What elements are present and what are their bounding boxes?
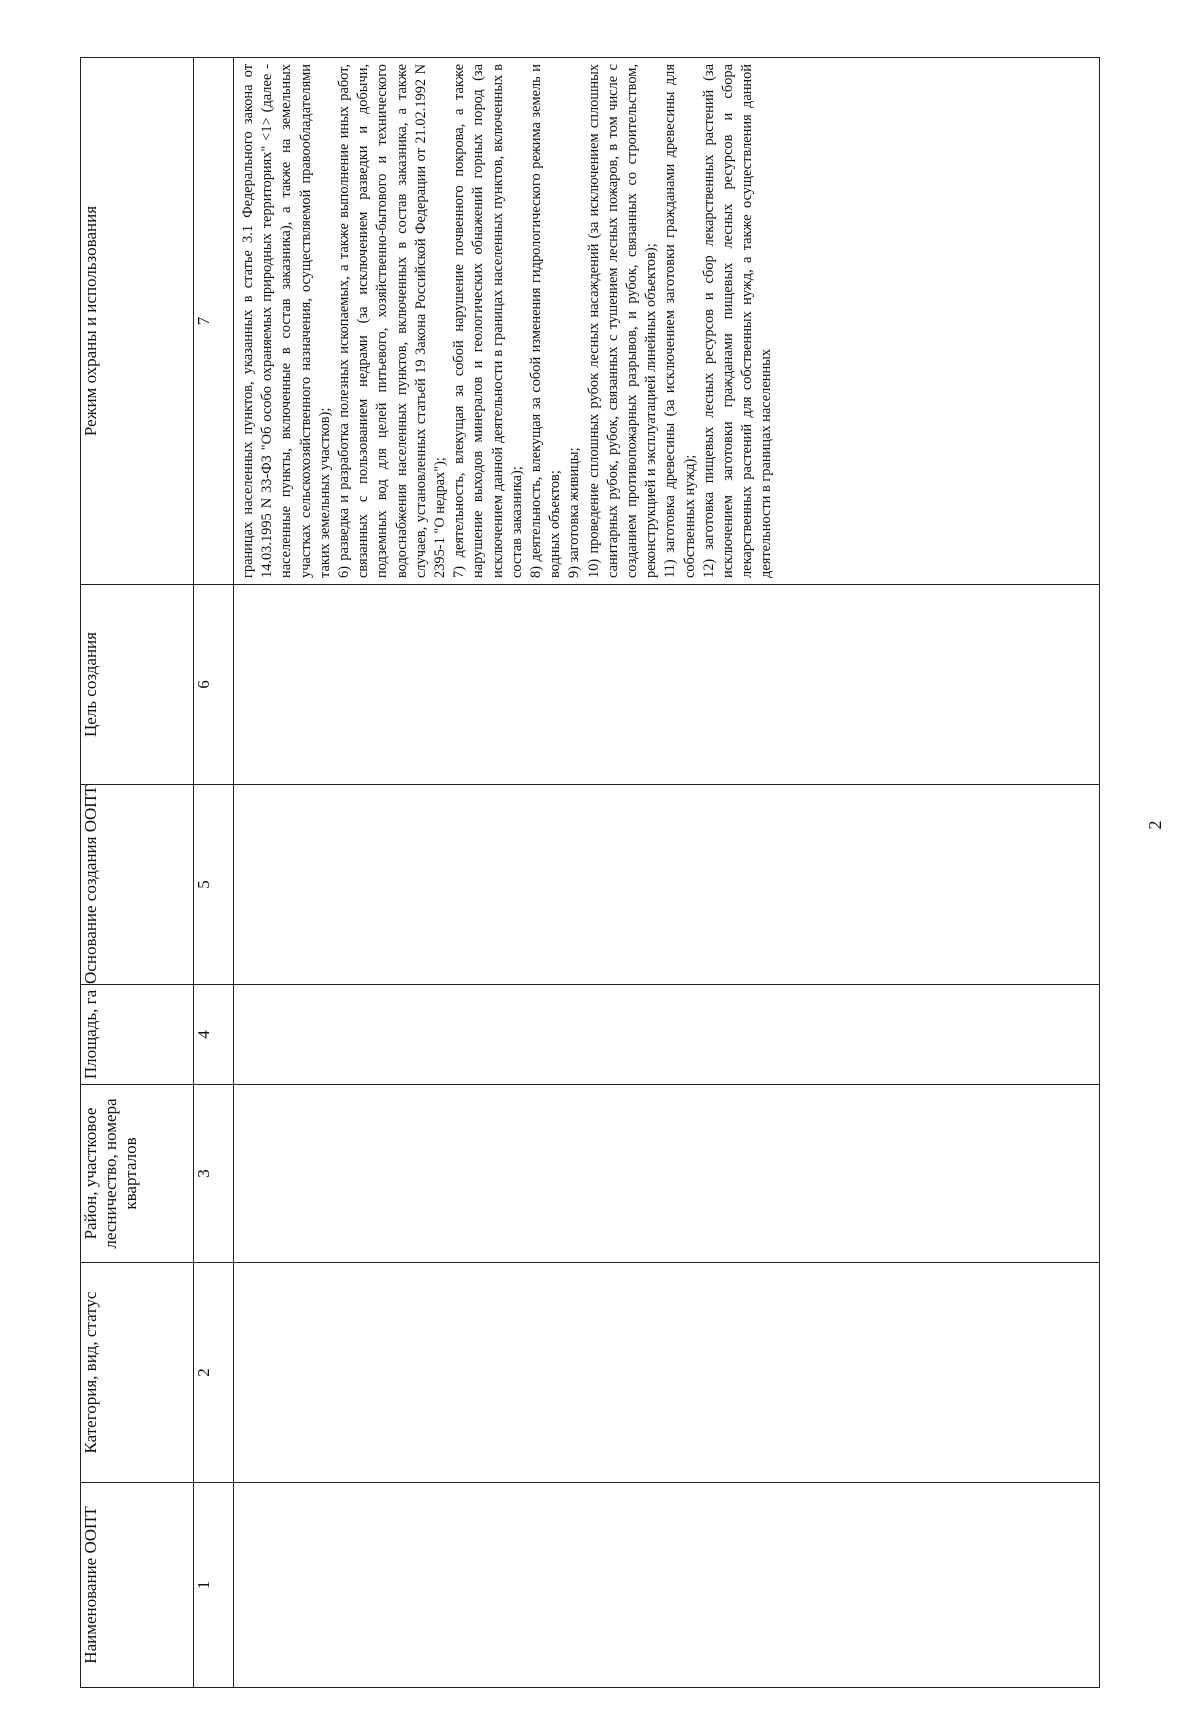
regime-paragraph: 7) деятельность, влекущая за собой нарушение почвенного покрова, а также нарушение выходов минералов и геологических обнажений горных пород (за исключением данной деятельности в границах населенных пунктов, включенных в состав заказника); bbox=[451, 64, 525, 578]
cell-purpose bbox=[234, 585, 1100, 785]
header-category: Категория, вид, статус bbox=[81, 1263, 194, 1483]
column-number-row bbox=[194, 58, 234, 1688]
header-area: Площадь, га bbox=[81, 985, 194, 1085]
column-number: 2 bbox=[194, 1263, 234, 1483]
regime-paragraph: 11) заготовка древесины (за исключением заготовки гражданами древесины для собственных нужд); bbox=[662, 64, 698, 578]
table-row bbox=[234, 58, 1100, 1688]
regime-paragraph: границах населенных пунктов, указанных в статье 3.1 Федерального закона от 14.03.1995 N 33-ФЗ "Об особо охраняемых природных территориях" <1> (далее - населенные пункты, включенные в состав заказника), а также на земельных участках сельскохозяйственного назначения, осуществляемой правообладателями таких земельных участков); bbox=[240, 64, 333, 578]
column-number: 3 bbox=[194, 1085, 234, 1263]
regime-paragraph: 6) разведка и разработка полезных ископаемых, а также выполнение иных работ, связанных с пользованием недрами (за исключением разведки и добычи, подземных вод для целей питьевого, хозяйственно-бытового и технического водоснабжения населенных пунктов, включенных в состав заказника, а также случаев, установленных статьей 19 Закона Российской Федерации от 21.02.1992 N 2395-1 "О недрах"); bbox=[336, 64, 449, 578]
cell-district bbox=[234, 1085, 1100, 1263]
column-number: 5 bbox=[194, 785, 234, 985]
regime-paragraph: 9) заготовка живицы; bbox=[566, 447, 583, 578]
column-number: 6 bbox=[194, 585, 234, 785]
rotated-table-page bbox=[80, 58, 1087, 1688]
cell-area bbox=[234, 985, 1100, 1085]
column-number: 7 bbox=[194, 58, 234, 585]
cell-basis bbox=[234, 785, 1100, 985]
protected-areas-table bbox=[80, 57, 1100, 1688]
header-name: Наименование ООПТ bbox=[81, 1483, 194, 1688]
page-number: 2 bbox=[1145, 820, 1165, 830]
cell-regime bbox=[234, 58, 1100, 585]
regime-paragraph: 12) заготовка пищевых лесных ресурсов и сбор лекарственных растений (за исключением заготовки гражданами пищевых лесных ресурсов и сбора лекарственных растений для собственных нужд, а также осуществления данной деятельности в границах населенных bbox=[700, 64, 775, 578]
column-number: 4 bbox=[194, 985, 234, 1085]
regime-paragraph: 8) деятельность, влекущая за собой изменения гидрологического режима земель и водных объектов; bbox=[528, 64, 564, 578]
regime-paragraph: 10) проведение сплошных рубок лесных насаждений (за исключением сплошных санитарных рубок, рубок, связанных с тушением лесных пожаров, в том числе с созданием противопожарных разрывов, и рубок, связанных со строительством, реконструкцией и эксплуатацией линейных объектов); bbox=[585, 64, 660, 578]
cell-name bbox=[234, 1483, 1100, 1688]
header-row bbox=[81, 58, 194, 1688]
cell-category bbox=[234, 1263, 1100, 1483]
column-number: 1 bbox=[194, 1483, 234, 1688]
header-regime: Режим охраны и использования bbox=[81, 58, 194, 585]
header-district: Район, участковое лесничество, номера кварталов bbox=[81, 1085, 194, 1263]
header-purpose: Цель создания bbox=[81, 585, 194, 785]
regime-text bbox=[239, 64, 777, 578]
header-basis: Основание создания ООПТ bbox=[81, 785, 194, 985]
